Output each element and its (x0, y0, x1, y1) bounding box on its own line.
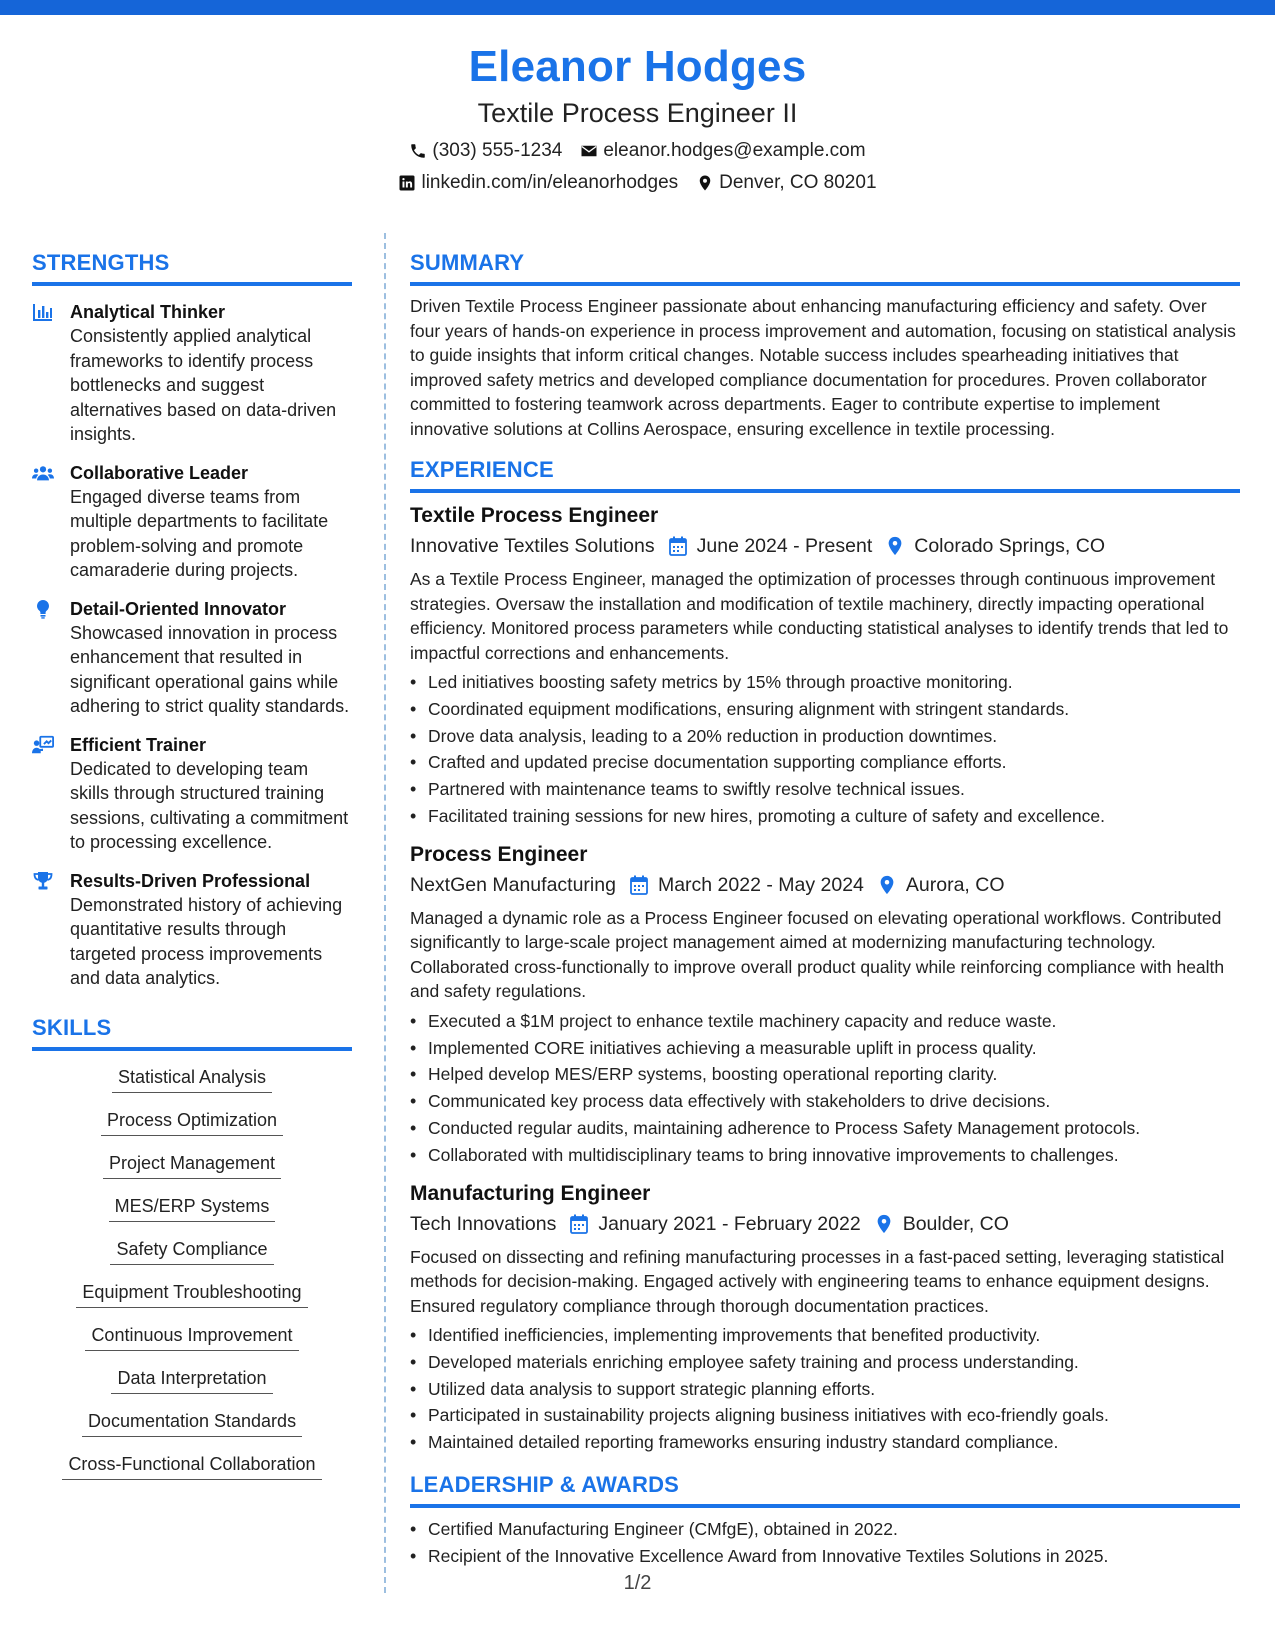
summary-heading: SUMMARY (410, 248, 1240, 286)
page-number: 1/2 (623, 1572, 652, 1594)
bullet-item: • Executed a $1M project to enhance textile machinery capacity and reduce waste. (410, 1008, 1240, 1035)
bullet-item: • Crafted and updated precise documentation supporting compliance efforts. (410, 749, 1240, 776)
skill-item (32, 1108, 352, 1136)
accent-top-bar (0, 0, 1275, 15)
map-pin-icon (875, 1214, 893, 1234)
job-dates: January 2021 - February 2022 (598, 1212, 861, 1235)
skill-item (32, 1452, 352, 1480)
skill-label: Continuous Improvement (85, 1323, 298, 1351)
strength-item (32, 300, 352, 447)
phone-text: (303) 555-1234 (432, 140, 563, 161)
strength-desc: Dedicated to developing team skills through structured training sessions, cultivating a commitment to processing excellence. (70, 758, 349, 852)
bullet-item: • Maintained detailed reporting frameworks ensuring industry standard compliance. (410, 1429, 1240, 1456)
bullet-item: • Led initiatives boosting safety metrics by 15% through proactive monitoring. (410, 669, 1240, 696)
job-description: Managed a dynamic role as a Process Engineer focused on elevating operational workflows. Contributed significantly to large-scale project management aimed at modernizing manufacturing technology. Collaborated cross-functionally to improve overall product quality while reinforcing compliance with health and safety regulations. (410, 907, 1225, 1002)
skill-label: Cross-Functional Collaboration (62, 1452, 321, 1480)
job-meta (410, 531, 1240, 561)
strength-desc: Consistently applied analytical frameworks to identify process bottlenecks and suggest alternatives based on data-driven insights. (70, 326, 337, 444)
skill-item (32, 1409, 352, 1437)
strength-desc: Demonstrated history of achieving quantitative results through targeted process improvements and data analytics. (70, 894, 343, 988)
map-pin-icon (696, 174, 714, 192)
skill-label: Data Interpretation (111, 1366, 272, 1394)
job-meta (410, 1209, 1240, 1239)
strength-title: Collaborative Leader (70, 462, 249, 483)
email-text: eleanor.hodges@example.com (603, 140, 866, 161)
skill-label: Equipment Troubleshooting (76, 1280, 307, 1308)
strength-item (32, 869, 352, 991)
bullet-item: • Certified Manufacturing Engineer (CMfgE), obtained in 2022. (410, 1516, 1240, 1543)
contact-email[interactable] (580, 136, 865, 166)
bullet-item: • Utilized data analysis to support strategic planning efforts. (410, 1376, 1240, 1403)
right-column (410, 248, 1240, 1570)
strength-item (32, 461, 352, 583)
resume-header (0, 38, 1275, 198)
job-location: Boulder, CO (902, 1212, 1009, 1235)
contact-linkedin[interactable] (398, 168, 678, 198)
bullet-item: • Participated in sustainability projects aligning business initiatives with eco-friendly goals. (410, 1402, 1240, 1429)
job-bullets (410, 1322, 1240, 1456)
strength-item (32, 597, 352, 719)
leadership-bullets (410, 1516, 1240, 1570)
trophy-icon (32, 871, 54, 891)
bullet-item: • Collaborated with multidisciplinary teams to bring innovative improvements to challenges. (410, 1142, 1240, 1169)
left-column (32, 248, 352, 1495)
skill-item (32, 1323, 352, 1351)
contact-row-1 (0, 136, 1275, 166)
lightbulb-icon (32, 599, 54, 619)
job-company: Innovative Textiles Solutions (410, 535, 655, 557)
skill-label: Documentation Standards (82, 1409, 302, 1437)
bullet-item: • Partnered with maintenance teams to swiftly resolve technical issues. (410, 776, 1240, 803)
envelope-icon (580, 142, 598, 160)
linkedin-text: linkedin.com/in/eleanorhodges (421, 172, 679, 193)
skill-item (32, 1366, 352, 1394)
bullet-item: • Drove data analysis, leading to a 20% reduction in production downtimes. (410, 723, 1240, 750)
strength-title: Results-Driven Professional (70, 870, 311, 891)
skill-label: MES/ERP Systems (109, 1194, 276, 1222)
experience-heading: EXPERIENCE (410, 455, 1240, 493)
users-icon (32, 463, 54, 483)
skill-label: Statistical Analysis (112, 1065, 272, 1093)
contact-row-2 (0, 168, 1275, 198)
job-bullets (410, 669, 1240, 830)
phone-icon (409, 142, 427, 160)
bar-chart-icon (32, 302, 54, 322)
strength-desc: Showcased innovation in process enhancement that resulted in significant operational gains while adhering to strict quality standards. (70, 622, 350, 716)
linkedin-icon (398, 174, 416, 192)
job-company: NextGen Manufacturing (410, 873, 616, 896)
skills-heading: SKILLS (32, 1013, 352, 1051)
bullet-item: • Recipient of the Innovative Excellence Award from Innovative Textiles Solutions in 2025. (410, 1543, 1240, 1570)
candidate-title: Textile Process Engineer II (477, 98, 798, 128)
job-description: Focused on dissecting and refining manufacturing processes in a fast-paced setting, leveraging statistical methods for decision-making. Engaged actively with engineering teams to enhance equipment designs. Ensured regulatory compliance through thorough documentation practices. (410, 1246, 1225, 1316)
candidate-name: Eleanor Hodges (468, 42, 807, 91)
bullet-item: • Helped develop MES/ERP systems, boosting operational reporting clarity. (410, 1061, 1240, 1088)
job-title: Process Engineer (410, 842, 588, 866)
strength-title: Detail-Oriented Innovator (70, 598, 287, 619)
bullet-item: • Conducted regular audits, maintaining adherence to Process Safety Management protocols. (410, 1115, 1240, 1142)
skills-list (32, 1065, 352, 1480)
leadership-heading: LEADERSHIP & AWARDS (410, 1470, 1240, 1508)
bullet-item: • Developed materials enriching employee safety training and process understanding. (410, 1349, 1240, 1376)
bullet-item: • Facilitated training sessions for new hires, promoting a culture of safety and excellence. (410, 803, 1240, 830)
trainer-icon (32, 735, 54, 755)
skill-item (32, 1065, 352, 1093)
job-meta (410, 870, 1240, 900)
job-title: Textile Process Engineer (410, 504, 659, 527)
job-title: Manufacturing Engineer (410, 1181, 651, 1205)
bullet-item: • Coordinated equipment modifications, ensuring alignment with stringent standards. (410, 696, 1240, 723)
skill-label: Project Management (103, 1151, 281, 1179)
calendar-icon (570, 1214, 588, 1234)
job-description: As a Textile Process Engineer, managed the optimization of processes through continuous improvement strategies. Oversaw the installation and modification of textile machinery, directly impacting operational efficiency. Monitored process parameters while conducting statistical analyses to identify trends that led to impactful corrections and enhancements. (410, 569, 1229, 663)
job-dates: March 2022 - May 2024 (657, 873, 864, 896)
job-entry (410, 1179, 1240, 1456)
contact-location (696, 168, 876, 198)
bullet-item: • Communicated key process data effectively with stakeholders to drive decisions. (410, 1088, 1240, 1115)
job-company: Tech Innovations (410, 1212, 557, 1235)
skill-item (32, 1237, 352, 1265)
bullet-item: • Implemented CORE initiatives achieving a measurable uplift in process quality. (410, 1035, 1240, 1062)
strength-item (32, 733, 352, 855)
skill-item (32, 1151, 352, 1179)
calendar-icon (669, 536, 687, 556)
strength-title: Efficient Trainer (70, 734, 207, 755)
contact-phone[interactable] (409, 136, 562, 166)
strengths-heading: STRENGTHS (32, 248, 352, 286)
calendar-icon (630, 875, 648, 895)
skill-label: Safety Compliance (110, 1237, 273, 1265)
job-dates: June 2024 - Present (696, 535, 873, 557)
summary-text: Driven Textile Process Engineer passionate about enhancing manufacturing efficiency and safety. Over four years of hands-on experience in process improvement and automation, focusing on statistical analysis to guide insights that inform critical changes. Notable success includes spearheading initiatives that improved safety metrics and developed compliance documentation for procedures. Proven collaborator committed to fostering teamwork across departments. Eager to contribute expertise to implement innovative solutions at Collins Aerospace, ensuring excellence in textile processing. (410, 296, 1236, 439)
skill-label: Process Optimization (101, 1108, 283, 1136)
skill-item (32, 1194, 352, 1222)
job-entry (410, 501, 1240, 830)
column-divider (384, 233, 386, 1593)
skill-item (32, 1280, 352, 1308)
strength-title: Analytical Thinker (70, 302, 226, 322)
job-entry (410, 840, 1240, 1169)
job-location: Colorado Springs, CO (914, 535, 1106, 557)
map-pin-icon (878, 875, 896, 895)
map-pin-icon (886, 536, 904, 556)
location-text: Denver, CO 80201 (719, 172, 877, 193)
job-bullets (410, 1008, 1240, 1169)
bullet-item: • Identified inefficiencies, implementing improvements that benefited productivity. (410, 1322, 1240, 1349)
job-location: Aurora, CO (905, 873, 1005, 896)
strength-desc: Engaged diverse teams from multiple departments to facilitate problem-solving and promote camaraderie during projects. (70, 486, 329, 580)
